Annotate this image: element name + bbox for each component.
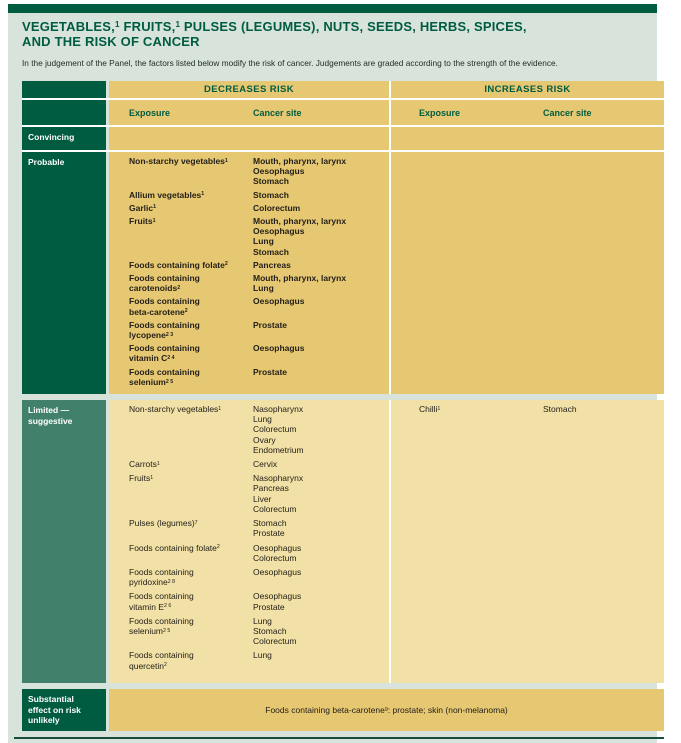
cancer-site-cell: Nasopharynx Pancreas Liver Colorectum [253, 473, 304, 514]
cancer-site-cell: Stomach Prostate [253, 518, 287, 539]
exposure-cell: Foods containing vitamin $C^{2 4}$ [129, 343, 200, 364]
increases-cell [391, 152, 664, 394]
decreases-cell [109, 400, 389, 683]
table-entry [129, 367, 389, 387]
decreases-risk-label: DECREASES RISK [203, 84, 295, 95]
exposure-cell: Chilli$^1$ [419, 404, 441, 415]
top-accent-bar [8, 4, 657, 13]
table-entry [129, 156, 389, 187]
exposure-cell: Non-starchy vegetables$^1$ [129, 404, 222, 415]
section-probable [22, 152, 664, 394]
full-span-text: Foods containing beta-carotene$^9$: prostate; skin (non-melanoma) [265, 705, 508, 716]
table-entry [129, 616, 389, 647]
table-entry [129, 518, 389, 538]
column-header-row [22, 100, 664, 125]
table-entry [129, 273, 389, 293]
table-entry [129, 216, 389, 257]
cancer-site-cell: Stomach [253, 189, 289, 200]
exposure-cell: Garlic$^1$ [129, 202, 157, 213]
exposure-cell: Foods containing vitamin $E^{2 6}$ [129, 591, 194, 612]
cancer-site-column-header: Cancer site [543, 107, 592, 118]
content-panel [8, 4, 657, 743]
cancer-site-cell: Oesophagus [253, 296, 305, 307]
page-title: VEGETABLES,$^1$ FRUITS,$^1$ PULSES (LEGUMES), NUTS, SEEDS, HERBS, SPICES, AND THE RISK OF CANCER [22, 19, 527, 49]
exposure-cell: Foods containing folate$^2$ [129, 259, 228, 270]
section-label: Limited — suggestive [22, 400, 106, 683]
title-block [8, 13, 657, 731]
table-entry [129, 190, 389, 200]
cancer-site-cell: Stomach [543, 404, 577, 415]
cancer-site-cell: Lung Stomach Colorectum [253, 615, 297, 647]
column-headers-increases [391, 100, 664, 125]
cancer-site-cell: Prostate [253, 319, 288, 330]
cancer-site-cell: Mouth, pharynx, larynx Oesophagus Stomach [253, 156, 347, 187]
cancer-site-cell: Oesophagus Prostate [253, 591, 302, 612]
table-entry [129, 567, 389, 587]
cancer-site-column-header: Cancer site [253, 107, 302, 118]
intro-text: In the judgement of the Panel, the factors listed below modify the risk of cancer. Judgements are graded according to the strength of the evidence. [22, 58, 558, 68]
table-entry [129, 650, 389, 670]
increases-cell [391, 127, 664, 150]
exposure-column-header: Exposure [419, 107, 461, 118]
exposure-cell: Foods containing folate$^2$ [129, 542, 220, 553]
table-entry [129, 260, 389, 270]
decreases-cell [109, 127, 389, 150]
group-header-row [22, 81, 664, 98]
exposure-column-header: Exposure [129, 107, 171, 118]
decreases-cell [109, 152, 389, 394]
table-entry [129, 591, 389, 611]
exposure-cell: Fruits$^1$ [129, 473, 154, 484]
exposure-cell: Foods containing beta-carotene$^2$ [129, 296, 200, 317]
section-substantial-unlikely [22, 689, 664, 731]
table-entry [129, 320, 389, 340]
increases-risk-label: INCREASES RISK [484, 84, 571, 95]
exposure-cell: Foods containing quercetin$^2$ [129, 650, 194, 671]
table-entry [419, 404, 664, 414]
cancer-site-cell: Prostate [253, 366, 288, 377]
cancer-site-cell: Cervix [253, 459, 278, 470]
cancer-site-cell: Mouth, pharynx, larynx Oesophagus Lung Stomach [253, 216, 347, 257]
exposure-cell: Pulses (legumes)$^7$ [129, 518, 198, 529]
exposure-cell: Foods containing carotenoids$^2$ [129, 273, 200, 294]
cancer-site-cell: Oesophagus [253, 566, 302, 577]
cancer-site-cell: Oesophagus [253, 343, 305, 354]
cancer-site-cell: Colorectum [253, 202, 301, 213]
cancer-site-cell: Oesophagus Colorectum [253, 542, 302, 563]
section-convincing [22, 127, 664, 150]
cancer-site-cell: Nasopharynx Lung Colorectum Ovary Endometrium [253, 404, 304, 455]
group-header-decreases [109, 81, 389, 98]
exposure-cell: Foods containing pyridoxine$^{2 8}$ [129, 566, 194, 588]
table-entry [129, 543, 389, 563]
table-entry [129, 473, 389, 514]
risk-matrix-table [22, 81, 664, 731]
section-label: Substantial effect on risk unlikely [22, 689, 106, 731]
exposure-cell: Foods containing lycopene$^{2 3}$ [129, 319, 200, 341]
bottom-rule [14, 737, 664, 739]
exposure-cell: Foods containing selenium$^{2 5}$ [129, 366, 200, 387]
exposure-cell: Allium vegetables$^1$ [129, 189, 205, 200]
table-entry [129, 404, 389, 455]
full-span-cell [109, 689, 664, 731]
section-label: Probable [22, 152, 106, 394]
group-header-increases [391, 81, 664, 98]
cancer-site-cell: Pancreas [253, 259, 291, 270]
table-sections [22, 127, 664, 731]
cancer-site-cell: Mouth, pharynx, larynx Lung [253, 273, 347, 294]
exposure-cell: Non-starchy vegetables$^1$ [129, 156, 228, 166]
corner-cell [22, 81, 106, 98]
exposure-cell: Carrots$^1$ [129, 459, 160, 470]
exposure-cell: Fruits$^1$ [129, 216, 156, 227]
table-entry [129, 459, 389, 469]
table-entry [129, 343, 389, 363]
section-label: Convincing [22, 127, 106, 150]
exposure-cell: Foods containing selenium$^{2 5}$ [129, 615, 194, 636]
section-limited-suggestive [22, 400, 664, 683]
table-entry [129, 203, 389, 213]
table-entry [129, 296, 389, 316]
column-headers-decreases [109, 100, 389, 125]
increases-cell [391, 400, 664, 683]
corner-cell [22, 100, 106, 125]
cancer-site-cell: Lung [253, 650, 272, 661]
